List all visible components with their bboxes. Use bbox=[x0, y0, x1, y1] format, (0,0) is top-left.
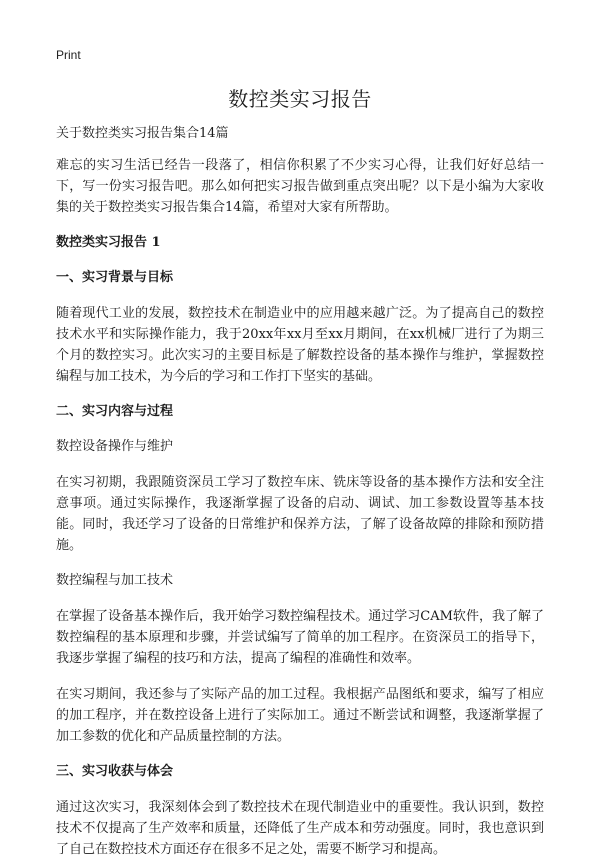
subsection-device-heading: 数控设备操作与维护 bbox=[56, 439, 174, 454]
subsection-programming-heading: 数控编程与加工技术 bbox=[56, 573, 174, 588]
section-3-body: 通过这次实习，我深刻体会到了数控技术在现代制造业中的重要性。我认识到，数控技术不仅提高了生产效率和质量，还降低了生产成本和劳动强度。同时，我也意识到了自己在数控技术方面还存在很多不足之处，需要不断学习和提高。 bbox=[56, 800, 544, 857]
section-1-body: 随着现代工业的发展，数控技术在制造业中的应用越来越广泛。为了提高自己的数控技术水平和实际操作能力，我于20xx年xx月至xx月期间，在xx机械厂进行了为期三个月的数控实习。此次实习的主要目标是了解数控设备的基本操作与维护，掌握数控编程与加工技术，为今后的学习和工作打下坚实的基础。 bbox=[56, 306, 544, 384]
document-subtitle: 关于数控类实习报告集合14篇 bbox=[56, 126, 229, 141]
page-title: 数控类实习报告 bbox=[228, 87, 372, 111]
print-label[interactable]: Print bbox=[56, 48, 81, 62]
section-1-heading: 一、实习背景与目标 bbox=[56, 270, 174, 285]
section-2-heading: 二、实习内容与过程 bbox=[56, 404, 174, 419]
subsection-programming-body-1: 在掌握了设备基本操作后，我开始学习数控编程技术。通过学习CAM软件，我了解了数控编程的基本原理和步骤，并尝试编写了简单的加工程序。在资深员工的指导下，我逐步掌握了编程的技巧和方法，提高了编程的准确性和效率。 bbox=[56, 609, 544, 666]
subsection-programming-body-2: 在实习期间，我还参与了实际产品的加工过程。我根据产品图纸和要求，编写了相应的加工程序，并在数控设备上进行了实际加工。通过不断尝试和调整，我逐渐掌握了加工参数的优化和产品质量控制的方法。 bbox=[56, 687, 544, 744]
intro-paragraph: 难忘的实习生活已经告一段落了，相信你积累了不少实习心得，让我们好好总结一下，写一份实习报告吧。那么如何把实习报告做到重点突出呢？以下是小编为大家收集的关于数控类实习报告集合14篇，希望对大家有所帮助。 bbox=[56, 158, 544, 215]
section-3-heading: 三、实习收获与体会 bbox=[56, 764, 174, 779]
subsection-device-body: 在实习初期，我跟随资深员工学习了数控车床、铣床等设备的基本操作方法和安全注意事项。通过实际操作，我逐渐掌握了设备的启动、调试、加工参数设置等基本技能。同时，我还学习了设备的日常维护和保养方法，了解了设备故障的排除和预防措施。 bbox=[56, 475, 544, 553]
report-heading: 数控类实习报告 1 bbox=[56, 235, 161, 250]
